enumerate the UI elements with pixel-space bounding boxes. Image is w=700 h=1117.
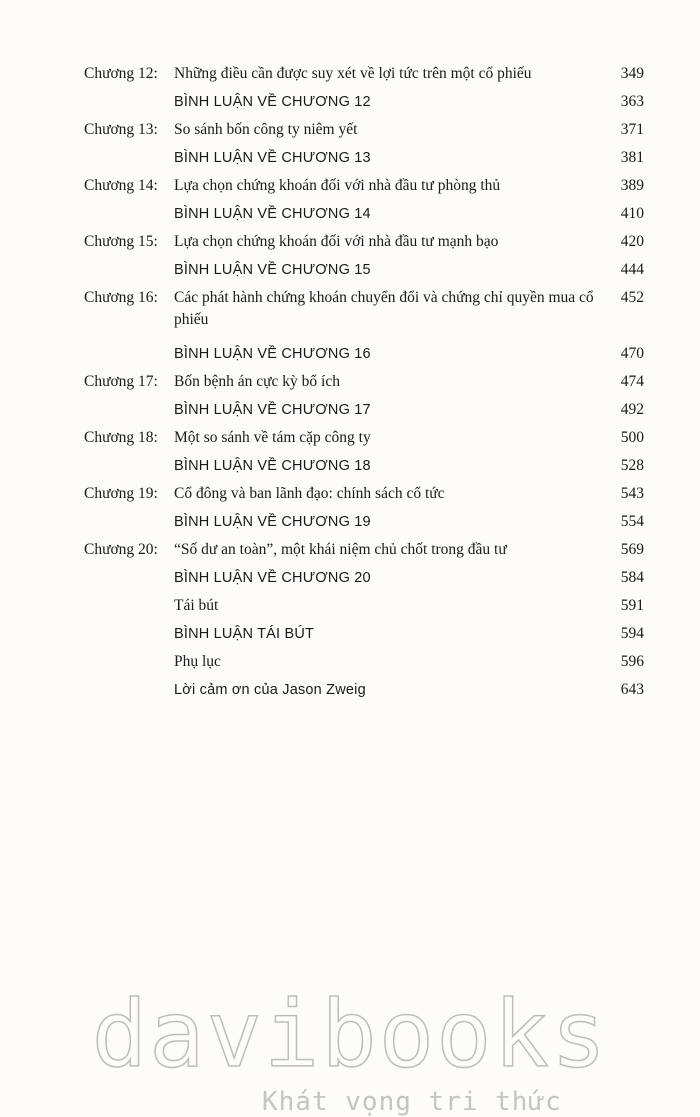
chapter-title: Những điều cần được suy xét về lợi tức trên một cổ phiếu (174, 65, 532, 82)
toc-entry-commentary-15 (84, 259, 644, 287)
commentary-title: BÌNH LUẬN VỀ CHƯƠNG 13 (174, 150, 371, 166)
chapter-title: So sánh bốn công ty niêm yết (174, 121, 358, 138)
page-number: 389 (620, 177, 644, 194)
watermark-brand: davibooks (91, 981, 609, 1088)
chapter-label: Chương 12: (84, 65, 158, 82)
toc-entry-chapter-13 (84, 119, 644, 147)
page-number: 474 (620, 373, 644, 390)
page-number: 591 (620, 597, 644, 614)
watermark (0, 981, 700, 1117)
page-number: 500 (620, 429, 644, 446)
chapter-label: Chương 16: (84, 289, 158, 306)
toc-entry-commentary-12 (84, 91, 644, 119)
commentary-title: BÌNH LUẬN VỀ CHƯƠNG 15 (174, 262, 371, 278)
toc-entry-chapter-17 (84, 371, 644, 399)
toc-entry-commentary-13 (84, 147, 644, 175)
commentary-title: BÌNH LUẬN VỀ CHƯƠNG 19 (174, 514, 371, 530)
page-number: 444 (620, 261, 644, 278)
chapter-label: Chương 13: (84, 121, 158, 138)
toc-entry-commentary-17 (84, 399, 644, 427)
commentary-title: BÌNH LUẬN VỀ CHƯƠNG 20 (174, 570, 371, 586)
chapter-title: Bốn bệnh án cực kỳ bổ ích (174, 373, 340, 390)
toc-entry-commentary-postscript (84, 623, 644, 651)
chapter-title: Các phát hành chứng khoán chuyển đổi và chứng chỉ quyền mua cổ phiếu (174, 289, 594, 328)
commentary-title: BÌNH LUẬN VỀ CHƯƠNG 18 (174, 458, 371, 474)
commentary-title: BÌNH LUẬN VỀ CHƯƠNG 14 (174, 206, 371, 222)
toc-entry-chapter-16 (84, 287, 644, 343)
toc-entry-commentary-14 (84, 203, 644, 231)
page-number: 528 (620, 457, 644, 474)
chapter-label: Chương 19: (84, 485, 158, 502)
commentary-title: BÌNH LUẬN VỀ CHƯƠNG 12 (174, 94, 371, 110)
chapter-title: Lựa chọn chứng khoán đối với nhà đầu tư mạnh bạo (174, 233, 499, 250)
toc-entry-commentary-16 (84, 343, 644, 371)
page-number: 470 (620, 345, 644, 362)
toc-entry-acknowledgements (84, 679, 644, 707)
toc-entry-commentary-18 (84, 455, 644, 483)
page-number: 643 (620, 681, 644, 698)
commentary-title: BÌNH LUẬN TÁI BÚT (174, 626, 315, 642)
page-number: 410 (620, 205, 644, 222)
chapter-label: Chương 18: (84, 429, 158, 446)
page-number: 363 (620, 93, 644, 110)
page-number: 492 (620, 401, 644, 418)
chapter-label: Chương 15: (84, 233, 158, 250)
chapter-title: Lựa chọn chứng khoán đối với nhà đầu tư phòng thủ (174, 177, 501, 194)
toc-entry-chapter-20 (84, 539, 644, 567)
toc-entry-chapter-15 (84, 231, 644, 259)
page-number: 420 (620, 233, 644, 250)
commentary-title: BÌNH LUẬN VỀ CHƯƠNG 16 (174, 346, 371, 362)
toc-entry-chapter-19 (84, 483, 644, 511)
table-of-contents (84, 63, 644, 707)
page-number: 381 (620, 149, 644, 166)
toc-entry-commentary-20 (84, 567, 644, 595)
chapter-title: Một so sánh về tám cặp công ty (174, 429, 371, 446)
chapter-label: Chương 14: (84, 177, 158, 194)
page-number: 452 (620, 289, 644, 306)
appendix-title: Phụ lục (174, 653, 221, 670)
watermark-slogan: Khát vọng tri thức (262, 1087, 562, 1117)
chapter-title: “Số dư an toàn”, một khái niệm chủ chốt trong đầu tư (174, 541, 507, 558)
page-number: 596 (620, 653, 644, 670)
page-number: 349 (620, 65, 644, 82)
page-number: 584 (620, 569, 644, 586)
commentary-title: BÌNH LUẬN VỀ CHƯƠNG 17 (174, 402, 371, 418)
chapter-label: Chương 17: (84, 373, 158, 390)
toc-entry-chapter-14 (84, 175, 644, 203)
page-number: 569 (620, 541, 644, 558)
postscript-title: Tái bút (174, 597, 219, 614)
page-number: 371 (620, 121, 644, 138)
chapter-label: Chương 20: (84, 541, 158, 558)
toc-entry-chapter-18 (84, 427, 644, 455)
page-number: 543 (620, 485, 644, 502)
toc-entry-postscript (84, 595, 644, 623)
chapter-title: Cổ đông và ban lãnh đạo: chính sách cổ tức (174, 485, 445, 502)
page-number: 554 (620, 513, 644, 530)
toc-entry-appendix (84, 651, 644, 679)
acknowledgements-title: Lời cảm ơn của Jason Zweig (174, 682, 366, 698)
page-number: 594 (620, 625, 644, 642)
toc-entry-commentary-19 (84, 511, 644, 539)
toc-entry-chapter-12 (84, 63, 644, 91)
